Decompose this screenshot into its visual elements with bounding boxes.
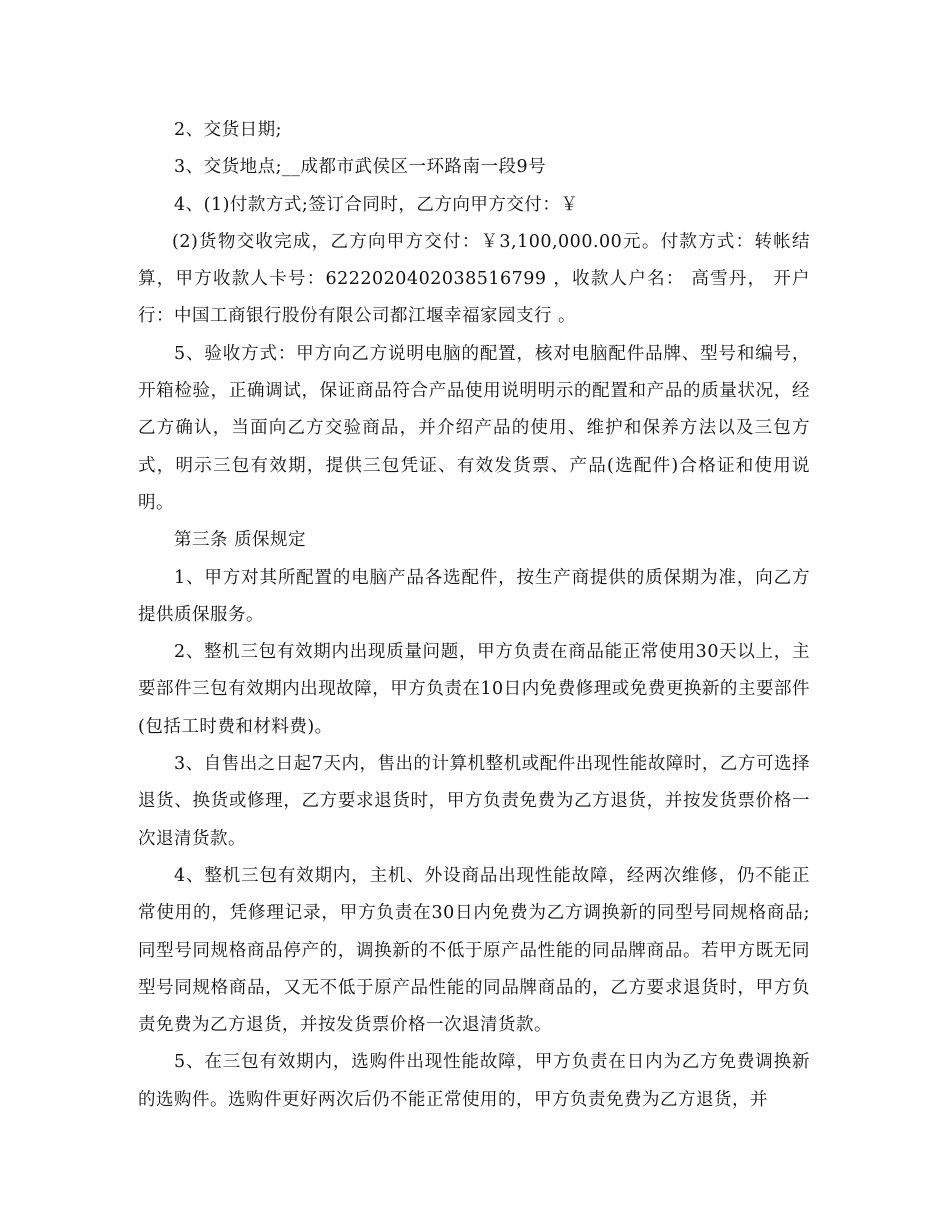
paragraph-delivery-location: 3、交货地点;__成都市武侯区一环路南一段9号 xyxy=(174,157,547,178)
paragraph-delivery-date: 2、交货日期; xyxy=(174,120,283,140)
paragraph-warranty-5: 5、在三包有效期内，选购件出现性能故障，甲方负责在日内为乙方免费调换新的选购件。选购件更好两次后仍不能正常使用的，甲方负责免费为乙方退货，并 xyxy=(138,1052,810,1110)
paragraph-warranty-1: 1、甲方对其所配置的电脑产品各选配件，按生产商提供的质保期为准，向乙方提供质保服务。 xyxy=(138,567,810,625)
paragraph-payment-method-1: 4、(1)付款方式;签订合同时，乙方向甲方交付：￥ xyxy=(174,194,579,215)
document-body xyxy=(138,112,810,1119)
section-heading-warranty: 第三条 质保规定 xyxy=(174,530,307,551)
paragraph-warranty-2: 2、整机三包有效期内出现质量问题，甲方负责在商品能正常使用30天以上，主要部件三包有效期内出现故障，甲方负责在10日内免费修理或免费更换新的主要部件(包括工时费和材料费)。 xyxy=(138,642,810,737)
paragraph-warranty-3: 3、自售出之日起7天内，售出的计算机整机或配件出现性能故障时，乙方可选择退货、换货或修理，乙方要求退货时，甲方负责免费为乙方退货，并按发货票价格一次退清货款。 xyxy=(138,754,810,849)
paragraph-payment-method-2: (2)货物交收完成，乙方向甲方交付：￥3,100,000.00元。付款方式：转帐结算，甲方收款人卡号：6222020402038516799 ，收款人户名： 高雪丹， 开户行：中国工商银行股份有限公司都江堰幸福家园支行 。 xyxy=(138,231,810,327)
paragraph-warranty-4: 4、整机三包有效期内，主机、外设商品出现性能故障，经两次维修，仍不能正常使用的，凭修理记录，甲方负责在30日内免费为乙方调换新的同型号同规格商品;同型号同规格商品停产的，调换新的不低于原产品性能的同品牌商品。若甲方既无同型号同规格商品，又无不低于原产品性能的同品牌商品的，乙方要求退货时，甲方负责免费为乙方退货，并按发货票价格一次退清货款。 xyxy=(138,865,810,1036)
paragraph-acceptance-method: 5、验收方式：甲方向乙方说明电脑的配置，核对电脑配件品牌、型号和编号，开箱检验，正确调试，保证商品符合产品使用说明明示的配置和产品的质量状况，经乙方确认，当面向乙方交验商品，并介绍产品的使用、维护和保养方法以及三包方式，明示三包有效期，提供三包凭证、有效发货票、产品(选配件)合格证和使用说明。 xyxy=(138,343,810,513)
